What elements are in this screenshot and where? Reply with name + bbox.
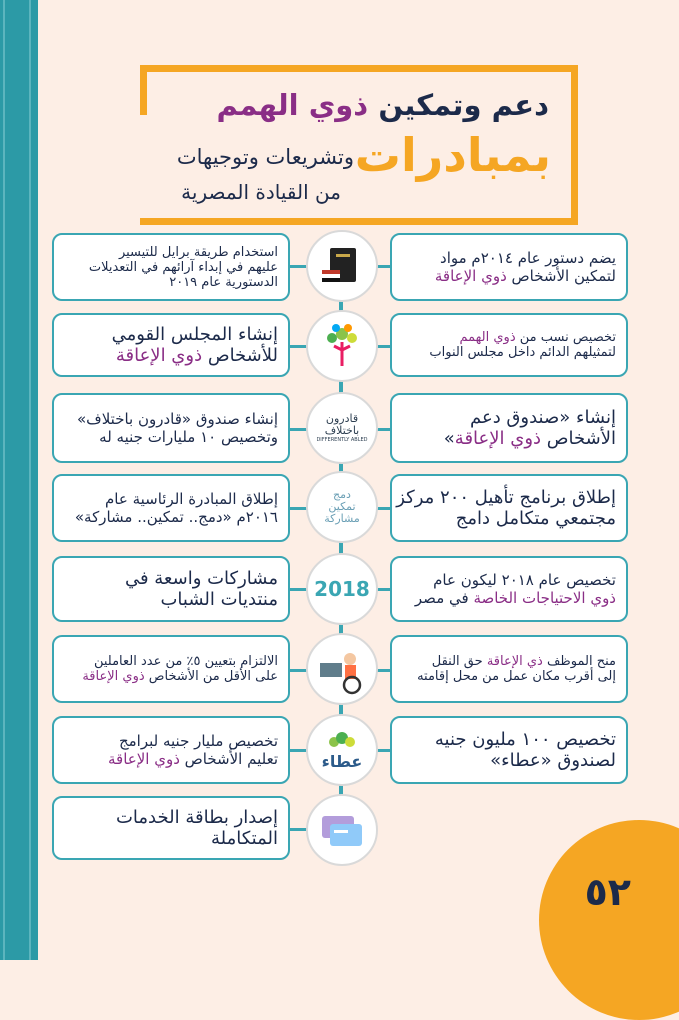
- initiative-card: إنشاء «صندوق دعم الأشخاص ذوي الإعاقة»: [390, 393, 628, 463]
- title-line-3: وتشريعات وتوجيهات: [176, 145, 354, 169]
- initiative-card: إنشاء صندوق «قادرون باختلاف» وتخصيص ١٠ مليارات جنيه له: [52, 393, 290, 463]
- qadiroun-logo-icon: [306, 392, 378, 464]
- initiative-card: تخصيص عام ٢٠١٨ ليكون عام ذوي الاحتياجات الخاصة في مصر: [390, 556, 628, 622]
- national-council-logo-icon: [306, 310, 378, 382]
- service-card-icon: [306, 794, 378, 866]
- initiative-card: استخدام طريقة برايل للتيسير عليهم في إبداء آرائهم في التعديلات الدستورية عام ٢٠١٩: [52, 233, 290, 301]
- page-number: ٥٢: [584, 870, 631, 914]
- year-2018-text: 2018: [314, 577, 370, 601]
- initiative-card: إنشاء المجلس القومي للأشخاص ذوي الإعاقة: [52, 313, 290, 377]
- title-line-2: بمبادرات: [354, 128, 551, 182]
- wheelchair-worker-icon: [306, 633, 378, 705]
- initiative-card: إصدار بطاقة الخدمات المتكاملة: [52, 796, 290, 860]
- initiative-card: تخصيص مليار جنيه لبرامج تعليم الأشخاص ذوي الإعاقة: [52, 716, 290, 784]
- hexagon-pattern: [0, 0, 38, 960]
- left-decorative-strip: [0, 0, 38, 960]
- initiative-card: تخصيص ١٠٠ مليون جنيه لصندوق «عطاء»: [390, 716, 628, 784]
- initiative-card: منح الموظف ذي الإعاقة حق النقل إلى أقرب مكان عمل من محل إقامته: [390, 635, 628, 703]
- qadiroun-logo-sub: DIFFERENTLY ABLED: [316, 437, 368, 444]
- initiative-card: إطلاق برنامج تأهيل ٢٠٠ مركز مجتمعي متكامل دامج: [390, 474, 628, 542]
- title-line-1: دعم وتمكين ذوي الهمم: [216, 88, 549, 122]
- initiative-card: مشاركات واسعة في منتديات الشباب: [52, 556, 290, 622]
- ataa-logo-icon: [306, 714, 378, 786]
- initiative-card: الالتزام بتعيين ٥٪ من عدد العاملين على الأقل من الأشخاص ذوي الإعاقة: [52, 635, 290, 703]
- integration-logo-icon: [306, 471, 378, 543]
- integration-logo-text: دمج تمكين مشاركة: [324, 487, 360, 526]
- initiative-card: تخصيص نسب من ذوي الهمم لتمثيلهم الدائم داخل مجلس النواب: [390, 313, 628, 377]
- qadiroun-logo-text: قادرون باختلاف: [324, 411, 360, 437]
- initiative-card: يضم دستور عام ٢٠١٤م مواد لتمكين الأشخاص ذوي الإعاقة: [390, 233, 628, 301]
- title-line-4: من القيادة المصرية: [181, 180, 341, 204]
- ataa-logo-text: عطاء: [321, 751, 363, 771]
- constitution-book-icon: [306, 230, 378, 302]
- title-highlight: ذوي الهمم: [216, 88, 369, 122]
- year-2018-icon: [306, 553, 378, 625]
- page-number-badge: [539, 820, 679, 1020]
- initiative-card: إطلاق المبادرة الرئاسية عام ٢٠١٦م «دمج.. تمكين.. مشاركة»: [52, 474, 290, 542]
